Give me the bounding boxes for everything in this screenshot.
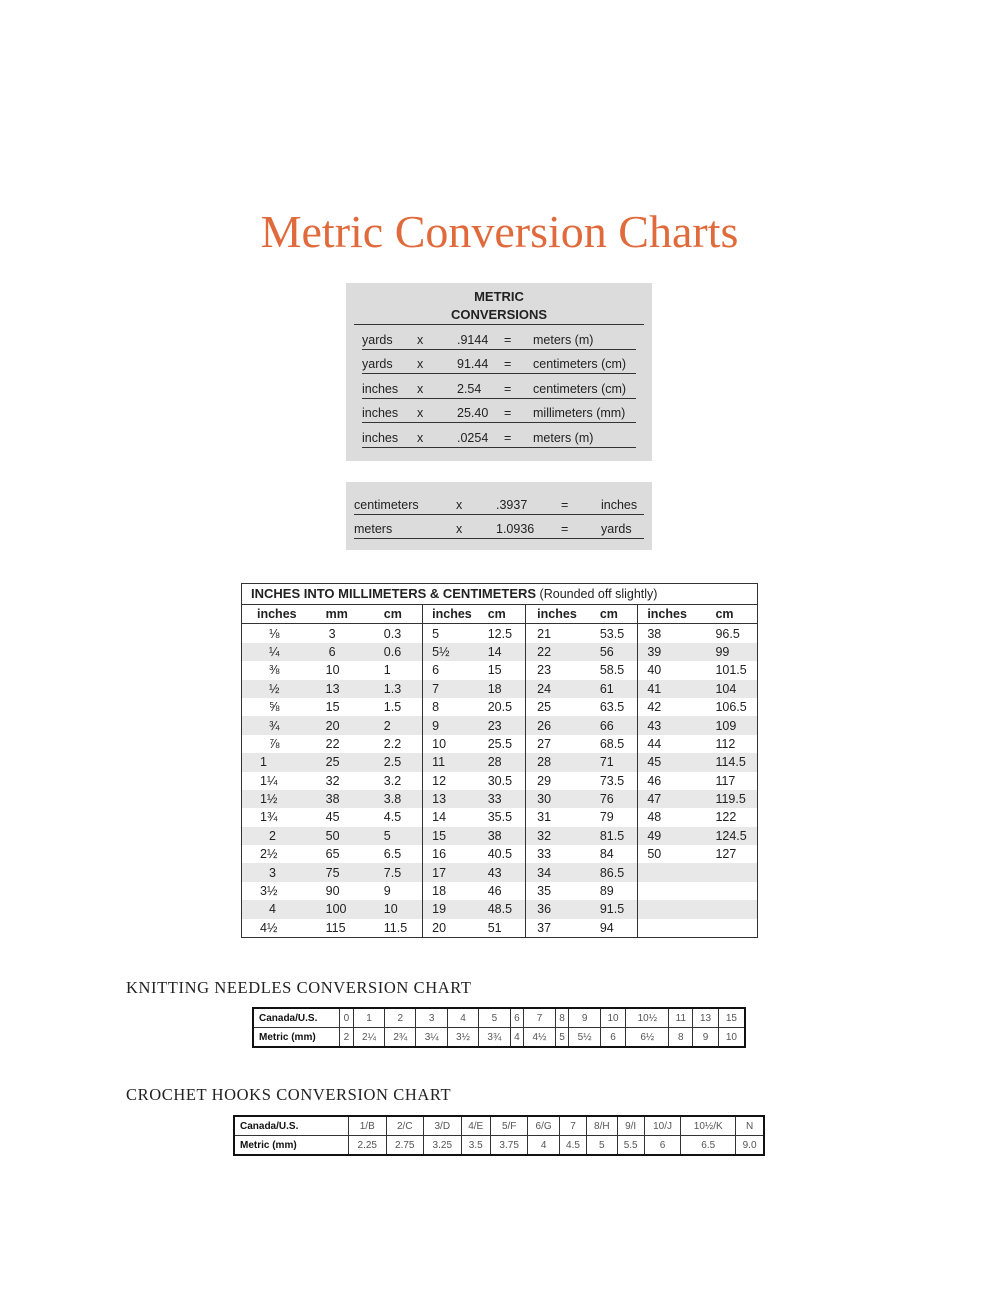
table-row — [234, 1116, 764, 1136]
size-cell: 8 — [555, 1008, 569, 1028]
conversion-cell: x — [417, 406, 424, 420]
size-cell: 5/F — [490, 1116, 528, 1136]
table-cell: 33 — [526, 845, 583, 863]
table-cell: ⅝ — [269, 700, 280, 715]
table-row — [242, 661, 757, 679]
table-cell: ⅞ — [269, 736, 280, 751]
column-header: cm — [694, 605, 757, 624]
conversion-cell: .3937 — [496, 497, 528, 512]
conversion-cell: 91.44 — [457, 357, 489, 371]
size-cell: 6 — [600, 1028, 626, 1048]
knitting-needles-table — [252, 1007, 746, 1048]
conversion-cell: 1.0936 — [496, 522, 535, 536]
conversion-cell: x — [417, 332, 424, 347]
table-row — [253, 1008, 745, 1028]
row-label: Canada/U.S. — [253, 1008, 340, 1028]
reverse-conversions-box — [346, 482, 652, 550]
table-cell: 106.5 — [715, 700, 747, 715]
table-cell: 61 — [583, 680, 638, 698]
size-cell: 2/C — [386, 1116, 424, 1136]
table-cell: 48 — [638, 808, 695, 826]
table-cell: 8 — [423, 698, 477, 716]
conversion-cell: .9144 — [457, 332, 489, 347]
conversion-cell: = — [504, 357, 512, 371]
table-cell — [694, 863, 757, 881]
table-cell — [694, 900, 757, 918]
table-row — [242, 845, 757, 863]
table-cell: 43 — [477, 863, 526, 881]
table-cell: 117 — [715, 773, 736, 788]
size-cell: 5½ — [569, 1028, 600, 1048]
table-cell: 6 — [303, 643, 358, 661]
table-cell: 7 — [423, 680, 477, 698]
table-cell: 38 — [477, 827, 526, 845]
conversion-cell: .0254 — [457, 430, 489, 445]
table-cell: 2.5 — [358, 753, 423, 771]
inches-mm-cm-table — [241, 583, 758, 938]
table-row — [242, 643, 757, 661]
table-cell: 1.5 — [383, 700, 402, 715]
header-row — [242, 605, 757, 624]
table-cell: 30.5 — [487, 773, 513, 788]
table-cell: 19 — [423, 900, 477, 918]
conversion-cell: inches — [362, 406, 399, 420]
size-cell: 9 — [693, 1028, 719, 1048]
table-cell: 14 — [423, 808, 477, 826]
column-header: cm — [477, 605, 526, 624]
table-row — [242, 882, 757, 900]
table-cell: 45 — [638, 753, 695, 771]
conversion-cell: = — [561, 497, 569, 512]
table-cell: 39 — [638, 643, 695, 661]
table-cell: 12 — [423, 772, 477, 790]
table-cell: 58.5 — [599, 663, 625, 678]
size-cell: 4 — [510, 1028, 524, 1048]
table-cell: 86.5 — [583, 863, 638, 881]
size-cell: 8/H — [587, 1116, 617, 1136]
table-cell: 99 — [694, 643, 757, 661]
table-cell: 2 — [242, 827, 303, 845]
conversion-cell: meters — [354, 522, 393, 536]
table-row — [242, 919, 757, 937]
table-cell: 65 — [325, 847, 340, 862]
table-cell: 71 — [583, 753, 638, 771]
table-cell: 31 — [526, 808, 583, 826]
size-cell: 6/G — [528, 1116, 559, 1136]
size-cell: 2 — [340, 1028, 354, 1048]
table-cell: 25 — [303, 753, 358, 771]
size-cell: 2.75 — [386, 1136, 424, 1156]
conversion-cell: yards — [362, 332, 393, 347]
conversion-cell: meters (m) — [533, 430, 594, 445]
table-row — [253, 1028, 745, 1048]
table-row — [242, 808, 757, 826]
size-cell: 4 — [447, 1008, 478, 1028]
conversion-cell: yards — [601, 522, 632, 536]
conversion-cell: = — [504, 381, 512, 396]
table-cell: 18 — [423, 882, 477, 900]
row-label: Metric (mm) — [234, 1136, 349, 1156]
heading-line: CONVERSIONS — [450, 307, 548, 322]
table-cell — [694, 919, 757, 937]
table-row — [242, 772, 757, 790]
table-cell: 10 — [325, 663, 340, 678]
table-cell: 15 — [487, 663, 502, 678]
size-cell: 6 — [644, 1136, 680, 1156]
table-cell: 28 — [526, 753, 583, 771]
conversion-cell: = — [561, 522, 569, 536]
table-cell — [638, 919, 695, 937]
table-cell: 56 — [583, 643, 638, 661]
table-row — [242, 827, 757, 845]
table-row — [242, 680, 757, 698]
conversion-cell: x — [417, 357, 424, 371]
table-cell: 27 — [526, 735, 583, 753]
size-cell: 3.25 — [424, 1136, 462, 1156]
size-cell: 13 — [693, 1008, 719, 1028]
table-cell: 7.5 — [358, 863, 423, 881]
table-cell: 10 — [423, 735, 477, 753]
table-cell: 114.5 — [694, 753, 757, 771]
heading-line: METRIC — [474, 289, 524, 304]
table-cell: 33 — [477, 790, 526, 808]
conversion-row — [362, 423, 636, 448]
conversion-row — [362, 325, 636, 350]
table-cell: 76 — [583, 790, 638, 808]
table-cell: 22 — [325, 736, 340, 751]
table-cell: 23 — [526, 661, 583, 679]
table-cell: 15 — [423, 827, 477, 845]
size-cell: 4½ — [524, 1028, 555, 1048]
column-header: inches — [526, 605, 583, 624]
table-cell: 10 — [358, 900, 423, 918]
size-cell: 6 — [510, 1008, 524, 1028]
table-cell: ⅛ — [269, 626, 280, 641]
table-cell: 3 — [328, 626, 336, 641]
table-cell — [638, 882, 695, 900]
table-row — [242, 735, 757, 753]
conversion-cell: inches — [362, 381, 399, 396]
size-cell: 3½ — [447, 1028, 478, 1048]
table-cell: 100 — [303, 900, 358, 918]
table-cell: 47 — [638, 790, 695, 808]
table-cell: 101.5 — [715, 663, 747, 678]
table-cell: 18 — [477, 680, 526, 698]
conversion-cell: = — [504, 406, 512, 420]
table-cell: 1 — [242, 753, 303, 771]
size-cell: 3/D — [424, 1116, 462, 1136]
table-cell: 84 — [599, 847, 614, 862]
conversion-cell: centimeters — [354, 497, 419, 512]
size-cell: 15 — [718, 1008, 745, 1028]
size-cell: 7 — [524, 1008, 555, 1028]
size-cell: 10/J — [644, 1116, 680, 1136]
table-cell: 4.5 — [383, 810, 402, 825]
size-cell: 5.5 — [617, 1136, 644, 1156]
conversion-cell: = — [504, 332, 512, 347]
conversion-cell: centimeters (cm) — [533, 381, 627, 396]
table-row — [234, 1136, 764, 1156]
table-cell — [638, 900, 695, 918]
page-title: Metric Conversion Charts — [260, 206, 739, 257]
size-cell: 0 — [340, 1008, 354, 1028]
table-cell: 25 — [526, 698, 583, 716]
conversion-cell: x — [456, 522, 463, 536]
table-row — [242, 863, 757, 881]
conversion-cell: yards — [362, 357, 393, 371]
metric-conversions-box — [346, 283, 652, 461]
size-cell: 4/E — [461, 1116, 490, 1136]
table-cell: 4 — [242, 900, 303, 918]
table-cell: 3½ — [260, 884, 278, 899]
column-header: mm — [303, 605, 358, 624]
table-cell: 40 — [638, 661, 695, 679]
size-cell: 5 — [587, 1136, 617, 1156]
table-cell: 96.5 — [715, 626, 740, 641]
table-cell: 63.5 — [599, 700, 625, 715]
table-cell: 38 — [638, 624, 695, 643]
size-cell: 2¾ — [385, 1028, 416, 1048]
size-cell: 2 — [385, 1008, 416, 1028]
table-cell: ¾ — [242, 716, 303, 734]
conversion-cell: meters (m) — [533, 332, 594, 347]
table-cell: 41 — [638, 680, 695, 698]
table-cell: 45 — [325, 810, 340, 825]
table-cell: 9 — [423, 716, 477, 734]
table-cell: 127 — [715, 847, 737, 862]
table-cell: 32 — [325, 773, 340, 788]
table-cell: 112 — [715, 736, 736, 751]
table-cell: 51 — [487, 920, 502, 935]
size-cell: 1/B — [349, 1116, 387, 1136]
table-cell: 9 — [383, 884, 391, 899]
table-cell: 12.5 — [487, 626, 513, 641]
table-cell: 6.5 — [383, 847, 402, 862]
table-row — [242, 624, 757, 643]
table-cell: 20.5 — [487, 700, 513, 715]
table-cell: 25.5 — [487, 736, 513, 751]
size-cell: 10½ — [626, 1008, 669, 1028]
table-cell: 36 — [526, 900, 583, 918]
table-cell: 3.8 — [358, 790, 423, 808]
table-cell: 35.5 — [487, 810, 513, 825]
table-cell: 46 — [487, 884, 502, 899]
size-cell: 6½ — [626, 1028, 669, 1048]
table-cell: 119.5 — [694, 790, 757, 808]
table-cell: 79 — [599, 810, 614, 825]
conversion-cell: x — [417, 381, 424, 396]
column-header: cm — [358, 605, 423, 624]
table-cell: 34 — [526, 863, 583, 881]
table-cell: 1½ — [242, 790, 303, 808]
size-cell: 3¼ — [416, 1028, 447, 1048]
size-cell: 5 — [479, 1008, 510, 1028]
table-cell: ⅜ — [269, 663, 280, 678]
table-row — [242, 716, 757, 734]
size-cell: 11 — [669, 1008, 693, 1028]
conversion-row — [362, 399, 636, 424]
table-row — [242, 698, 757, 716]
table-subtitle: (Rounded off slightly) — [539, 587, 658, 601]
conversions-heading — [346, 283, 652, 324]
table-cell: 37 — [526, 919, 583, 937]
table-cell: 2.2 — [383, 736, 402, 751]
table-cell: 6 — [423, 661, 477, 679]
conversion-cell: inches — [362, 430, 399, 445]
table-cell: 13 — [423, 790, 477, 808]
conversion-cell: x — [456, 497, 463, 512]
table-cell: 1.3 — [358, 680, 423, 698]
table-cell: 11 — [423, 753, 477, 771]
table-cell: 4½ — [260, 920, 278, 935]
conversion-cell: x — [417, 430, 424, 445]
size-cell: 6.5 — [681, 1136, 736, 1156]
table-cell: 1¾ — [260, 810, 278, 825]
table-title — [242, 584, 757, 605]
table-cell: 91.5 — [583, 900, 638, 918]
table-cell: 68.5 — [599, 736, 625, 751]
conversion-cell: = — [504, 430, 512, 445]
column-header: inches — [423, 605, 477, 624]
table-cell: 13 — [303, 680, 358, 698]
table-cell: 5 — [358, 827, 423, 845]
table-cell: 122 — [715, 810, 737, 825]
table-cell: 40.5 — [487, 847, 513, 862]
table-cell: 73.5 — [599, 773, 625, 788]
conversion-cell: inches — [601, 497, 638, 512]
conversion-row — [362, 374, 636, 399]
table-cell — [638, 863, 695, 881]
table-cell: 109 — [694, 716, 757, 734]
table-cell: 0.6 — [358, 643, 423, 661]
conversion-row — [354, 515, 644, 540]
size-cell: N — [736, 1116, 764, 1136]
size-cell: 3¾ — [479, 1028, 510, 1048]
size-cell: 8 — [669, 1028, 693, 1048]
table-cell: 35 — [526, 882, 583, 900]
size-cell: 9.0 — [736, 1136, 764, 1156]
table-cell: 89 — [599, 884, 614, 899]
table-cell: 3.2 — [383, 773, 402, 788]
table-title-text: INCHES INTO MILLIMETERS & CENTIMETERS — [251, 586, 537, 601]
table-cell: 94 — [599, 920, 614, 935]
table-cell: 48.5 — [477, 900, 526, 918]
table-cell: ½ — [242, 680, 303, 698]
table-cell: 53.5 — [599, 626, 625, 641]
column-header: inches — [242, 605, 303, 624]
table-cell: 16 — [423, 845, 477, 863]
table-cell: 30 — [526, 790, 583, 808]
row-label: Metric (mm) — [253, 1028, 340, 1048]
size-cell: 9 — [569, 1008, 600, 1028]
crochet-title: CROCHET HOOKS CONVERSION CHART — [126, 1085, 452, 1104]
table-cell: 14 — [477, 643, 526, 661]
table-cell: 43 — [638, 716, 695, 734]
table-cell: 75 — [303, 863, 358, 881]
table-row — [242, 790, 757, 808]
table-cell: 32 — [526, 827, 583, 845]
knitting-title: KNITTING NEEDLES CONVERSION CHART — [126, 978, 472, 997]
table-cell: 49 — [638, 827, 695, 845]
table-cell: 17 — [423, 863, 477, 881]
table-cell: 26 — [526, 716, 583, 734]
table-cell: 50 — [638, 845, 695, 863]
size-cell: 3 — [416, 1008, 447, 1028]
size-cell: 10 — [600, 1008, 626, 1028]
size-cell: 2¼ — [353, 1028, 384, 1048]
table-cell: 28 — [477, 753, 526, 771]
table-cell: 66 — [583, 716, 638, 734]
size-cell: 2.25 — [349, 1136, 387, 1156]
conversion-cell: 2.54 — [457, 381, 482, 396]
size-cell: 10½/K — [681, 1116, 736, 1136]
table-cell: 24 — [526, 680, 583, 698]
table-cell: 81.5 — [583, 827, 638, 845]
size-cell: 1 — [353, 1008, 384, 1028]
table-cell — [694, 882, 757, 900]
table-cell: 115 — [325, 920, 346, 935]
size-cell: 4 — [528, 1136, 559, 1156]
table-cell: 124.5 — [694, 827, 757, 845]
column-header: inches — [638, 605, 695, 624]
table-cell: 0.3 — [383, 626, 402, 641]
table-cell: 38 — [303, 790, 358, 808]
row-label: Canada/U.S. — [234, 1116, 349, 1136]
size-cell: 3.5 — [461, 1136, 490, 1156]
table-cell: 11.5 — [383, 920, 408, 935]
table-cell: 1 — [383, 663, 391, 678]
table-cell: 5½ — [423, 643, 477, 661]
size-cell: 9/I — [617, 1116, 644, 1136]
column-header: cm — [583, 605, 638, 624]
table-cell: 44 — [638, 735, 695, 753]
table-cell: 90 — [325, 884, 340, 899]
table-row — [242, 753, 757, 771]
conversion-row — [362, 350, 636, 375]
size-cell: 10 — [718, 1028, 745, 1048]
table-cell: 1¼ — [260, 773, 278, 788]
table-cell: 104 — [694, 680, 757, 698]
table-cell: 50 — [303, 827, 358, 845]
size-cell: 7 — [559, 1116, 586, 1136]
table-cell: 23 — [477, 716, 526, 734]
table-cell: 29 — [526, 772, 583, 790]
table-cell: 3 — [242, 863, 303, 881]
table-cell: 15 — [325, 700, 340, 715]
crochet-hooks-table — [233, 1115, 765, 1156]
table-cell: ¼ — [242, 643, 303, 661]
conversion-row — [354, 490, 644, 515]
table-cell: 42 — [638, 698, 695, 716]
conversion-cell: 25.40 — [457, 406, 489, 420]
size-cell: 5 — [555, 1028, 569, 1048]
table-cell: 20 — [423, 919, 477, 937]
table-cell: 20 — [303, 716, 358, 734]
table-cell: 46 — [638, 772, 695, 790]
table-cell: 21 — [526, 624, 583, 643]
table-cell: 2½ — [260, 847, 278, 862]
table-cell: 5 — [423, 624, 477, 643]
table-row — [242, 900, 757, 918]
table-cell: 2 — [358, 716, 423, 734]
size-cell: 4.5 — [559, 1136, 586, 1156]
size-cell: 3.75 — [490, 1136, 528, 1156]
conversion-cell: millimeters (mm) — [533, 406, 626, 420]
conversion-cell: centimeters (cm) — [533, 357, 627, 371]
table-cell: 22 — [526, 643, 583, 661]
